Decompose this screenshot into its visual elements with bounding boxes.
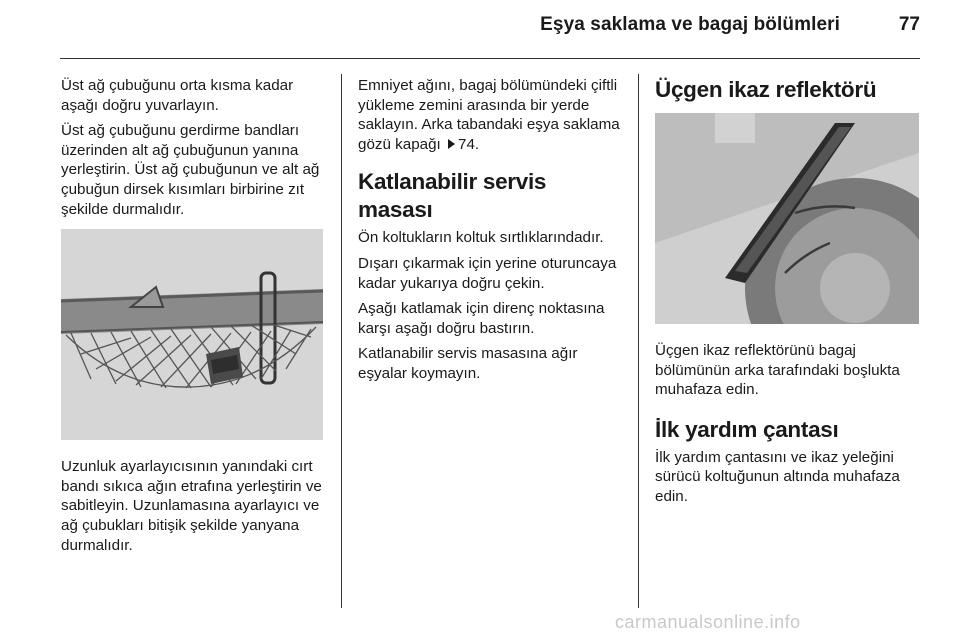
paragraph-storage [358,76,624,154]
paragraph-warning: Katlanabilir servis masasına ağır eşyalar koymayın. [358,345,578,382]
section-title-folding-table: Katlanabilir servis masası [358,169,547,223]
safety-net-photo [61,229,323,440]
paragraph-pull-out: Dışarı çıkarmak için yerine oturuncaya kadar yukarıya doğru çekin. [358,254,617,292]
page-reference-arrow-icon [448,139,455,149]
paragraph-roll-net: Üst ağ çubuğunu orta kısma kadar aşağı doğru yuvarlayın. [61,77,294,114]
column-3 [655,76,923,513]
section-title-warning-triangle: Üçgen ikaz reflektörü [655,77,877,102]
column-1 [61,76,333,561]
column-2 [358,76,624,390]
page-reference[interactable]: 74. [458,135,480,153]
paragraph-first-aid: İlk yardım çantasını ve ikaz yeleğini sürücü koltuğunun altında muhafaza edin. [655,448,900,505]
photo-caption: Uzunluk ayarlayıcısının yanındaki cırt bandı sıkıca ağın etrafına yerleştirin ve sabitleyin. Uzunlamasına ayarlayıcı ve ağ çubukları bitişik şekilde yanyana durmalıdır. [61,458,322,554]
column-divider-2 [638,74,639,608]
paragraph-triangle: Üçgen ikaz reflektörünü bagaj bölümünün arka tarafındaki boşlukta muhafaza edin. [655,342,900,399]
warning-triangle-illustration [655,113,919,324]
paragraph-fold-down: Aşağı katlamak için direnç noktasına karşı aşağı doğru bastırın. [358,300,605,337]
paragraph-location: Ön koltukların koltuk sırtlıklarındadır. [358,229,604,247]
section-title-first-aid: İlk yardım çantası [655,416,839,442]
header-rule [60,58,920,59]
warning-triangle-photo [655,113,919,324]
safety-net-illustration [61,229,323,440]
page-header-title: Eşya saklama ve bagaj bölümleri [540,14,840,35]
column-divider-1 [341,74,342,608]
storage-text: Emniyet ağını, bagaj bölümündeki çiftli yükleme zemini arasında bir yerde saklayın. Arka tabandaki eşya saklama gözü kapağı [358,77,620,153]
page-number: 77 [898,14,920,35]
paragraph-place-bar: Üst ağ çubuğunu gerdirme bandları üzerinden alt ağ çubuğunun yanına yerleştirin. Üst ağ çubuğunun ve alt ağ çubuğun dirsek kısımları birbirine zıt şekilde durmalıdır. [61,122,320,218]
watermark-url: carmanualsonline.info [615,612,801,632]
